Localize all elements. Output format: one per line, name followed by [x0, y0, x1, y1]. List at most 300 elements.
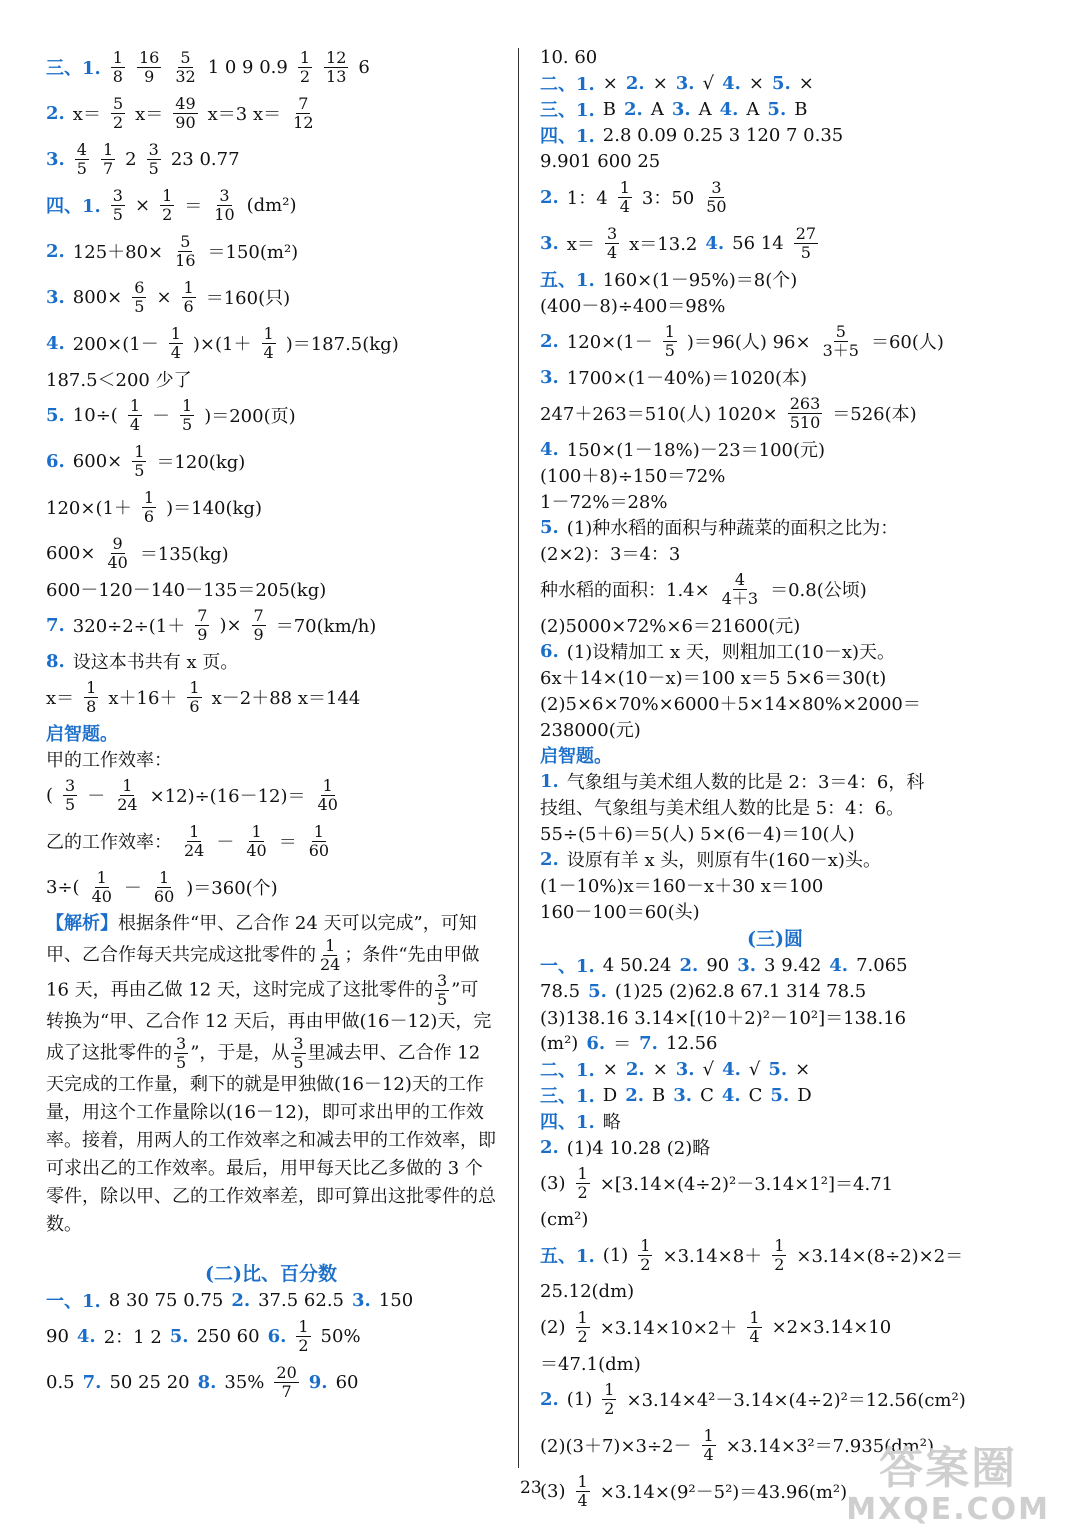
explanation-tag: 【解析】	[46, 913, 118, 934]
question-number: 5.	[46, 404, 65, 426]
answer-line	[540, 566, 1010, 612]
fraction-numerator: 3	[219, 185, 230, 205]
fraction	[274, 1362, 298, 1401]
answer-text: ×	[652, 1058, 668, 1080]
fraction-denominator: 5	[176, 1053, 187, 1072]
fraction-numerator: 1	[102, 139, 114, 159]
answer-text: ×	[602, 72, 618, 94]
answer-text: 320÷2÷(1＋	[72, 616, 186, 637]
fraction	[182, 821, 206, 860]
fraction	[772, 1235, 786, 1274]
answer-line	[46, 864, 496, 910]
answer-text: (1)种水稻的面积与种蔬菜的面积之比为：	[566, 518, 899, 539]
answer-line	[540, 266, 1010, 292]
answer-line	[540, 1160, 1010, 1206]
answer-text: (	[46, 784, 54, 806]
fraction-denominator: 6	[189, 696, 200, 716]
answer-text: D	[602, 1084, 618, 1106]
fraction-denominator: 5	[65, 794, 76, 814]
answer-line	[540, 1376, 1010, 1422]
answer-text: 1 0 9 0.9	[207, 56, 288, 78]
answer-text: 9.901 600 25	[540, 150, 661, 172]
question-number: 2.	[540, 186, 559, 208]
fraction-denominator: 2	[577, 1182, 588, 1202]
fraction	[137, 47, 161, 86]
answer-text: ×	[748, 72, 764, 94]
question-number: 3.	[673, 1084, 693, 1106]
fraction-numerator: 1	[170, 323, 181, 343]
fraction-denominator: 4	[129, 414, 140, 434]
answer-text: 1700×(1－40%)＝1020(本)	[566, 368, 808, 389]
answer-text: 1：4	[566, 188, 608, 209]
answer-text: (3)	[540, 1172, 566, 1194]
answer-text: ＝120(kg)	[156, 452, 246, 473]
answer-text: 800×	[72, 286, 123, 308]
answer-text: 8 30 75 0.75	[108, 1289, 224, 1311]
answer-line	[46, 228, 496, 274]
question-number: 5.	[768, 1058, 788, 1080]
fraction-denominator: 4	[619, 196, 630, 216]
answer-line	[540, 220, 1010, 266]
answer-text: 25.12(dm)	[540, 1280, 635, 1302]
answer-text: )＝187.5(kg)	[285, 334, 399, 355]
fraction-numerator: 1	[640, 1235, 651, 1255]
fraction-numerator: 1	[577, 1163, 588, 1183]
fraction	[244, 821, 268, 860]
question-number: 6.	[46, 450, 65, 472]
answer-text: (cm²)	[540, 1208, 589, 1230]
answer-line	[46, 602, 496, 648]
fraction	[195, 605, 209, 644]
fraction	[316, 775, 340, 814]
question-number: 二、1.	[540, 1060, 595, 1081]
answer-text: ×	[134, 194, 151, 216]
fraction	[212, 185, 236, 224]
fraction	[821, 321, 861, 360]
answer-text: －	[123, 878, 142, 899]
fraction-numerator: 1	[112, 47, 123, 67]
question-number: 3.	[737, 954, 757, 976]
fraction-numerator: 1	[182, 395, 193, 415]
fraction-numerator: 3	[606, 223, 618, 243]
question-number: 3.	[540, 366, 559, 388]
answer-text: 6	[358, 56, 370, 78]
answer-text: ”，于是，从	[190, 1042, 290, 1064]
answer-line	[46, 320, 496, 366]
question-number: 三、1.	[540, 1086, 595, 1107]
question-number: 2.	[540, 848, 559, 870]
answer-line	[540, 794, 1010, 820]
answer-text: B	[602, 98, 617, 120]
fraction	[262, 323, 276, 362]
watermark-logo	[846, 1442, 1050, 1527]
answer-text: √	[748, 1058, 761, 1080]
fraction	[187, 677, 201, 716]
fraction-numerator: 1	[664, 321, 675, 341]
fraction-denominator: 2	[640, 1254, 651, 1274]
fraction-numerator: 1	[325, 936, 336, 955]
fraction-numerator: 3	[711, 177, 722, 197]
section-title	[46, 1259, 496, 1287]
answer-text: x－2＋88 x＝144	[211, 688, 361, 709]
answer-text: 160－100＝60(头)	[540, 902, 700, 923]
fraction-numerator: 7	[253, 605, 264, 625]
fraction	[115, 775, 139, 814]
question-number: 9.	[308, 1371, 328, 1393]
answer-text: 600－120－140－135＝205(kg)	[46, 580, 327, 601]
fraction	[307, 821, 331, 860]
answer-text: 187.5＜200 少了	[46, 370, 192, 391]
question-number: 2.	[624, 98, 643, 120]
fraction	[318, 938, 342, 973]
fraction-numerator: 1	[604, 1379, 615, 1399]
answer-line	[540, 638, 1010, 664]
fraction-denominator: 4	[749, 1326, 760, 1346]
answer-text: 2.8 0.09 0.25 3 120 7 0.35	[602, 124, 844, 146]
fraction	[704, 177, 728, 216]
question-number: 1.	[540, 770, 559, 792]
fraction-numerator: 1	[577, 1307, 588, 1327]
answer-text: ＝47.1(dm)	[540, 1354, 641, 1375]
fraction	[298, 47, 312, 86]
answer-line	[540, 690, 1010, 716]
fraction-denominator: 5	[134, 460, 145, 480]
watermark-top: 答案圈	[879, 1442, 1018, 1494]
answer-line	[540, 318, 1010, 364]
answer-text: ×2×3.14×10	[771, 1316, 892, 1338]
fraction-denominator: 32	[175, 66, 196, 86]
question-number: 3.	[46, 148, 65, 170]
question-number: 2.	[625, 1058, 645, 1080]
answer-line	[540, 1278, 1010, 1304]
answer-text: ”可转换为“甲、乙合作 12 天后，再由甲做(16－12)天，完成了这批零件的	[46, 979, 492, 1064]
answer-line	[540, 44, 1010, 70]
answer-text: 设这本书共有 x 页。	[72, 652, 239, 673]
fraction	[794, 223, 818, 262]
fraction	[132, 277, 146, 316]
answer-text: 设原有羊 x 头，则原有牛(160－x)头。	[566, 850, 881, 871]
left-column	[46, 44, 496, 1405]
answer-line	[540, 292, 1010, 318]
fraction-denominator: 40	[91, 886, 112, 906]
fraction	[84, 677, 98, 716]
fraction-denominator: 9	[144, 66, 155, 86]
answer-text: C	[700, 1084, 714, 1106]
fraction-denominator: 5	[148, 158, 159, 178]
fraction-numerator: 5	[180, 231, 191, 251]
fraction-denominator: 12	[293, 112, 314, 132]
question-number: 4.	[540, 438, 559, 460]
fraction-numerator: 1	[189, 677, 200, 697]
fraction-numerator: 1	[749, 1307, 760, 1327]
question-number: 3.	[675, 1058, 695, 1080]
fraction	[788, 393, 823, 432]
answer-text: ＝150(m²)	[207, 242, 299, 263]
question-number: 五、1.	[540, 1246, 595, 1267]
fraction	[173, 231, 197, 270]
fraction-numerator: 3	[112, 185, 123, 205]
answer-line	[46, 772, 496, 818]
fraction-denominator: 10	[214, 204, 235, 224]
answer-text: )＝360(个)	[186, 878, 278, 899]
answer-text: 种水稻的面积：1.4×	[540, 580, 710, 601]
answer-line	[46, 90, 496, 136]
answer-text: 160×(1－95%)＝8(个)	[602, 270, 798, 291]
fraction	[63, 775, 77, 814]
question-number: 2.	[46, 240, 65, 262]
fraction-denominator: 60	[153, 886, 175, 906]
question-number: 三、1.	[46, 58, 101, 79]
question-number: 4.	[705, 232, 725, 254]
answer-text: (2×2)：3＝4：3	[540, 544, 681, 565]
answer-text: ＝160(只)	[205, 288, 291, 309]
left-bottom-answers	[46, 1259, 496, 1405]
answer-line	[540, 1030, 1010, 1056]
answer-text: ＝70(km/h)	[275, 616, 377, 637]
fraction	[747, 1307, 761, 1346]
fraction	[105, 533, 129, 572]
answer-text: ×3.14×10×2＋	[599, 1318, 738, 1339]
answer-line	[540, 1304, 1010, 1350]
fraction-numerator: 16	[138, 47, 160, 67]
answer-line	[46, 438, 496, 484]
fraction-numerator: 12	[326, 47, 347, 67]
fraction-numerator: 1	[774, 1235, 785, 1255]
answer-text: (m²)	[540, 1032, 579, 1054]
answer-line	[46, 720, 496, 746]
answer-text: B	[652, 1084, 666, 1106]
fraction-numerator: 3	[293, 1034, 304, 1053]
answer-text: (dm²)	[246, 194, 297, 216]
question-number: 2.	[540, 1136, 559, 1158]
fraction-denominator: 9	[253, 624, 264, 644]
fraction	[663, 321, 677, 360]
answer-line	[46, 674, 496, 720]
answer-text: －	[87, 786, 106, 807]
answer-text: ；条件“先由甲做 16 天，再由乙做 12 天，这时完成了这批零件的	[46, 944, 480, 1001]
fraction-numerator: 5	[180, 47, 191, 67]
fraction-numerator: 3	[436, 971, 448, 990]
fraction-numerator: 3	[176, 1034, 187, 1053]
fraction	[324, 47, 348, 86]
fraction	[173, 93, 197, 132]
answer-text: (100＋8)÷150＝72%	[540, 466, 726, 487]
question-number: 2.	[679, 954, 699, 976]
fraction-denominator: 2	[577, 1326, 588, 1346]
answer-text: 120×(1－	[566, 332, 653, 353]
answer-line	[46, 484, 496, 530]
answer-text: A	[746, 98, 760, 120]
question-number: 8.	[197, 1371, 217, 1393]
answer-line	[46, 1287, 496, 1313]
fraction-numerator: 1	[703, 1425, 714, 1445]
answer-text: ＝	[613, 1034, 632, 1055]
fraction-numerator: 263	[789, 393, 821, 413]
answer-line	[46, 746, 496, 772]
fraction-denominator: 510	[789, 412, 821, 432]
question-number: 2.	[46, 102, 65, 124]
question-number: 4.	[46, 332, 65, 354]
answer-line	[46, 44, 496, 90]
answer-text: x＝	[72, 104, 101, 125]
fraction	[101, 139, 115, 178]
answer-text: (1)设精加工 x 天，则粗加工(10－x)天。	[566, 642, 895, 663]
answer-text: 气象组与美术组人数的比是 2：3＝4：6，科	[566, 772, 925, 793]
answer-text: 90	[46, 1325, 69, 1347]
answer-text: )＝200(页)	[204, 406, 296, 427]
answer-text: 600×	[72, 450, 123, 472]
answer-text: 7.065	[856, 954, 908, 976]
question-number: 5.	[770, 1084, 790, 1106]
fraction-denominator: 24	[184, 840, 205, 860]
answer-text: 120×(1＋	[46, 498, 132, 519]
answer-text: (1)25 (2)62.8 67.1 314 78.5	[614, 980, 867, 1002]
answer-line	[46, 392, 496, 438]
answer-line	[540, 488, 1010, 514]
answer-text: 37.5 62.5	[258, 1289, 344, 1311]
answer-text: ×3.14×(8÷2)×2＝	[796, 1246, 964, 1267]
answer-line	[540, 716, 1010, 742]
answer-text: 60	[335, 1371, 359, 1393]
answer-text: x＝3 x＝	[207, 104, 282, 125]
fraction-numerator: 4	[76, 139, 87, 159]
question-number: 3.	[540, 232, 559, 254]
fraction-numerator: 1	[298, 1316, 309, 1336]
fraction	[147, 139, 161, 178]
fraction	[638, 1235, 652, 1274]
fraction-denominator: 4	[703, 1444, 714, 1464]
answer-text: 50%	[320, 1325, 361, 1347]
fraction-numerator: 1	[313, 821, 324, 841]
answer-text: 125＋80×	[72, 242, 164, 263]
left-answers	[46, 44, 496, 910]
question-number: 3.	[671, 98, 691, 120]
fraction	[576, 1163, 590, 1202]
answer-text: ＝526(本)	[832, 404, 917, 425]
fraction-denominator: 5	[76, 158, 87, 178]
fraction-denominator: 24	[117, 794, 138, 814]
fraction-denominator: 5	[293, 1053, 304, 1072]
answer-line	[540, 462, 1010, 488]
answer-line	[540, 898, 1010, 924]
fraction	[618, 177, 632, 216]
answer-line	[540, 1082, 1010, 1108]
question-number: 4.	[829, 954, 849, 976]
fraction	[296, 1316, 310, 1355]
fraction-numerator: 6	[134, 277, 145, 297]
answer-text: ×	[798, 72, 814, 94]
answer-text: (三)圆	[747, 928, 803, 950]
answer-line	[540, 148, 1010, 174]
fraction-denominator: 4	[606, 242, 618, 262]
fraction-numerator: 1	[96, 867, 107, 887]
fraction-denominator: 2	[112, 112, 124, 132]
question-number: 7.	[82, 1371, 102, 1393]
fraction	[152, 867, 176, 906]
answer-text: 里减去甲、乙合作 12 天完成的工作量，剩下的就是甲独做(16－12)天的工作量，用这个工作量除以(16－12)，即可求出甲的工作效率。接着，用两人的工作效率之和减去甲的工作效率，即可求出乙的工作效率。最后，用甲每天比乙多做的 3 个零件，除以甲、乙的工作效率差，即可算出这批零件的总数。	[46, 1042, 496, 1235]
explanation-paragraph	[46, 910, 496, 1239]
question-number: 5.	[771, 72, 791, 94]
answer-text: )×(1＋	[192, 334, 252, 355]
answer-line	[540, 978, 1010, 1004]
answer-text: (二)比、百分数	[205, 1263, 337, 1285]
page-number: 23	[520, 1478, 542, 1498]
question-number: 4.	[719, 98, 739, 120]
answer-text: 55÷(5＋6)＝5(人) 5×(6－4)＝10(人)	[540, 824, 855, 845]
answer-text: )×	[219, 614, 242, 636]
answer-text: (3)	[540, 1480, 566, 1502]
question-number: 5.	[767, 98, 787, 120]
question-number: 四、1.	[540, 126, 595, 147]
answer-line	[46, 818, 496, 864]
answer-text: 乙的工作效率：	[46, 832, 172, 853]
fraction-numerator: 1	[577, 1471, 588, 1491]
answer-text: 3÷(	[46, 876, 80, 898]
answer-text: √	[702, 1058, 715, 1080]
answer-text: A	[650, 98, 664, 120]
answer-text: 23 0.77	[170, 148, 240, 170]
answer-line	[540, 364, 1010, 390]
answer-text: )＝96(人) 96×	[686, 332, 811, 353]
answer-line	[540, 70, 1010, 96]
fraction-denominator: 4	[170, 342, 181, 362]
fraction-denominator: 2	[162, 204, 173, 224]
answer-text: (1)	[566, 1388, 593, 1410]
question-number: 五、1.	[540, 270, 595, 291]
answer-text: x＝	[566, 234, 595, 255]
answer-text: (1－10%)x＝160－x＋30 x＝100	[540, 876, 824, 897]
answer-text: (3)138.16 3.14×[(10＋2)²－10²]＝138.16	[540, 1008, 907, 1029]
answer-text: ×3.14×3²＝7.935(dm²)	[725, 1436, 934, 1457]
fraction	[111, 93, 125, 132]
fraction-denominator: 90	[175, 112, 196, 132]
answer-line	[540, 1350, 1010, 1376]
fraction-denominator: 9	[197, 624, 208, 644]
fraction	[75, 139, 89, 178]
answer-text: (2)5000×72%×6＝21600(元)	[540, 616, 801, 637]
fraction-numerator: 1	[183, 277, 194, 297]
answer-text: D	[797, 1084, 812, 1106]
answer-line	[540, 436, 1010, 462]
answer-text: x＝	[135, 104, 164, 125]
answer-text: 150	[378, 1289, 414, 1311]
question-number: 6.	[267, 1325, 287, 1347]
fraction-numerator: 1	[251, 821, 262, 841]
fraction-denominator: 4＋3	[721, 588, 759, 608]
fraction-denominator: 4	[263, 342, 274, 362]
fraction-denominator: 7	[102, 158, 114, 178]
answer-text: 2：1 2	[103, 1327, 162, 1348]
fraction	[90, 867, 114, 906]
fraction-denominator: 13	[326, 66, 347, 86]
answer-line	[540, 540, 1010, 566]
answer-text: 238000(元)	[540, 720, 641, 741]
fraction-numerator: 1	[263, 323, 274, 343]
answer-text: ×	[156, 286, 172, 308]
fraction-numerator: 1	[122, 775, 133, 795]
fraction-denominator: 5	[134, 296, 145, 316]
answer-text: (1)	[602, 1244, 629, 1266]
answer-text: (2)5×6×70%×6000＋5×14×80%×2000＝	[540, 694, 921, 715]
answer-text: 4 50.24	[602, 954, 672, 976]
fraction	[182, 277, 196, 316]
question-number: 2.	[625, 72, 645, 94]
question-number: 2.	[231, 1289, 251, 1311]
fraction-denominator: 5	[436, 990, 448, 1009]
answer-text: (2)(3＋7)×3÷2－	[540, 1436, 692, 1457]
fraction-denominator: 4	[577, 1490, 588, 1510]
question-number: 3.	[46, 286, 65, 308]
